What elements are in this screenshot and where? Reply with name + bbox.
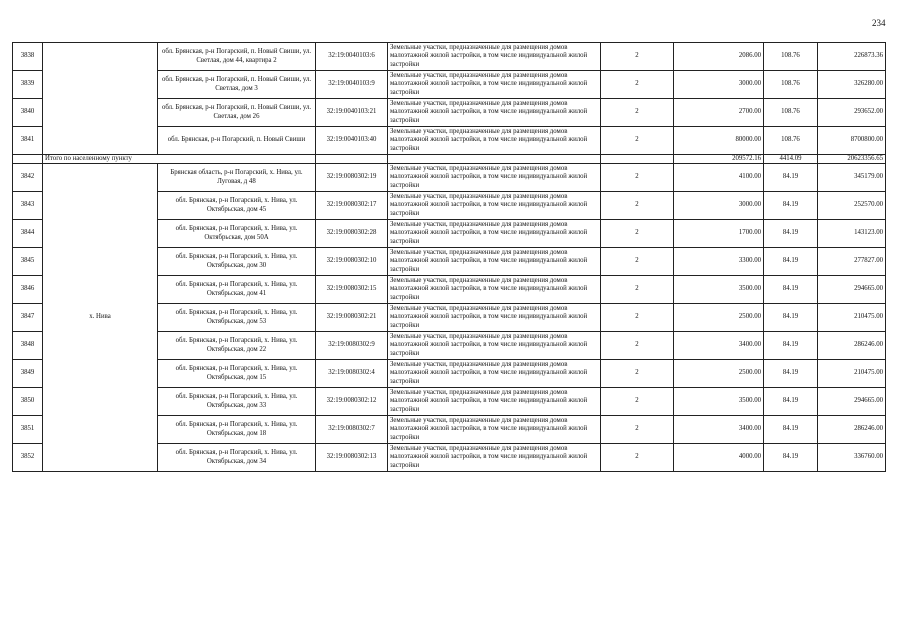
group-cell: 2 — [601, 43, 674, 71]
group-cell: 2 — [601, 388, 674, 416]
address-cell: обл. Брянская, р-н Погарский, п. Новый Свиши, ул. Светлая, дом 26 — [158, 99, 316, 127]
cadastral-number-cell: 32:19:0040103:40 — [316, 127, 388, 155]
group-cell: 2 — [601, 220, 674, 248]
cadastral-value-cell: 8700800.00 — [818, 127, 886, 155]
cadastral-number-cell: 32:19:0040103:21 — [316, 99, 388, 127]
total-rate: 4414.09 — [764, 155, 818, 164]
cadastral-value-cell: 293652.00 — [818, 99, 886, 127]
area-cell: 3000.00 — [674, 192, 764, 220]
land-use-cell: Земельные участки, предназначенные для размещения домов малоэтажной жилой застройки, в том числе индивидуальной жилой застройки — [388, 444, 601, 472]
settlement-label: х. Нива — [43, 164, 158, 472]
address-cell: обл. Брянская, р-н Погарский, п. Новый Свиши, ул. Светлая, дом 3 — [158, 71, 316, 99]
rate-cell: 84.19 — [764, 332, 818, 360]
area-cell: 3300.00 — [674, 248, 764, 276]
area-cell: 4100.00 — [674, 164, 764, 192]
row-number: 3843 — [13, 192, 43, 220]
land-use-cell: Земельные участки, предназначенные для размещения домов малоэтажной жилой застройки, в том числе индивидуальной жилой застройки — [388, 99, 601, 127]
rate-cell: 108.76 — [764, 127, 818, 155]
total-value: 20623356.65 — [818, 155, 886, 164]
total-row — [13, 155, 886, 164]
address-cell: обл. Брянская, р-н Погарский, х. Нива, ул. Октябрьская, дом 50А — [158, 220, 316, 248]
land-use-cell: Земельные участки, предназначенные для размещения домов малоэтажной жилой застройки, в том числе индивидуальной жилой застройки — [388, 388, 601, 416]
row-number: 3851 — [13, 416, 43, 444]
rate-cell: 84.19 — [764, 304, 818, 332]
land-use-cell: Земельные участки, предназначенные для размещения домов малоэтажной жилой застройки, в том числе индивидуальной жилой застройки — [388, 360, 601, 388]
address-cell: обл. Брянская, р-н Погарский, х. Нива, ул. Октябрьская, дом 34 — [158, 444, 316, 472]
address-cell: обл. Брянская, р-н Погарский, х. Нива, ул. Октябрьская, дом 18 — [158, 416, 316, 444]
group-cell: 2 — [601, 127, 674, 155]
cadastral-number-cell: 32:19:0080302:17 — [316, 192, 388, 220]
group-cell: 2 — [601, 276, 674, 304]
area-cell: 80000.00 — [674, 127, 764, 155]
area-cell: 1700.00 — [674, 220, 764, 248]
cadastral-value-cell: 226873.36 — [818, 43, 886, 71]
cadastral-number-cell: 32:19:0080302:7 — [316, 416, 388, 444]
rate-cell: 84.19 — [764, 416, 818, 444]
rate-cell: 84.19 — [764, 360, 818, 388]
cadastral-value-cell: 345179.00 — [818, 164, 886, 192]
row-number: 3845 — [13, 248, 43, 276]
area-cell: 3400.00 — [674, 332, 764, 360]
land-use-cell: Земельные участки, предназначенные для размещения домов малоэтажной жилой застройки, в том числе индивидуальной жилой застройки — [388, 416, 601, 444]
cadastral-number-cell: 32:19:0080302:15 — [316, 276, 388, 304]
land-use-cell: Земельные участки, предназначенные для размещения домов малоэтажной жилой застройки, в том числе индивидуальной жилой застройки — [388, 220, 601, 248]
group-cell: 2 — [601, 192, 674, 220]
row-number: 3844 — [13, 220, 43, 248]
area-cell: 2700.00 — [674, 99, 764, 127]
cadastral-value-cell: 294665.00 — [818, 276, 886, 304]
row-number: 3840 — [13, 99, 43, 127]
row-number: 3839 — [13, 71, 43, 99]
group-cell: 2 — [601, 71, 674, 99]
address-cell: обл. Брянская, р-н Погарский, х. Нива, ул. Октябрьская, дом 15 — [158, 360, 316, 388]
group-cell: 2 — [601, 304, 674, 332]
address-cell: обл. Брянская, р-н Погарский, х. Нива, ул. Октябрьская, дом 33 — [158, 388, 316, 416]
cadastral-value-cell: 294665.00 — [818, 388, 886, 416]
cadastral-value-cell: 286246.00 — [818, 332, 886, 360]
address-cell: обл. Брянская, р-н Погарский, х. Нива, ул. Октябрьская, дом 53 — [158, 304, 316, 332]
area-cell: 3400.00 — [674, 416, 764, 444]
address-cell: обл. Брянская, р-н Погарский, п. Новый Свиши — [158, 127, 316, 155]
row-number: 3847 — [13, 304, 43, 332]
total-empty-use — [388, 155, 601, 164]
cadastral-number-cell: 32:19:0080302:9 — [316, 332, 388, 360]
cadastral-number-cell: 32:19:0080302:10 — [316, 248, 388, 276]
address-cell: обл. Брянская, р-н Погарский, х. Нива, ул. Октябрьская, дом 41 — [158, 276, 316, 304]
total-empty-cadastral — [316, 155, 388, 164]
settlement-cell-empty — [43, 43, 158, 155]
rate-cell: 84.19 — [764, 444, 818, 472]
land-use-cell: Земельные участки, предназначенные для размещения домов малоэтажной жилой застройки, в том числе индивидуальной жилой застройки — [388, 192, 601, 220]
row-number: 3846 — [13, 276, 43, 304]
land-use-cell: Земельные участки, предназначенные для размещения домов малоэтажной жилой застройки, в том числе индивидуальной жилой застройки — [388, 276, 601, 304]
area-cell: 3500.00 — [674, 388, 764, 416]
cadastral-value-cell: 252570.00 — [818, 192, 886, 220]
rate-cell: 84.19 — [764, 388, 818, 416]
rate-cell: 108.76 — [764, 71, 818, 99]
address-cell: Брянская область, р-н Погарский, х. Нива, ул. Луговая, д 48 — [158, 164, 316, 192]
total-area: 209572.16 — [674, 155, 764, 164]
area-cell: 2086.00 — [674, 43, 764, 71]
group-cell: 2 — [601, 99, 674, 127]
group-cell: 2 — [601, 164, 674, 192]
area-cell: 2500.00 — [674, 304, 764, 332]
land-use-cell: Земельные участки, предназначенные для размещения домов малоэтажной жилой застройки, в том числе индивидуальной жилой застройки — [388, 43, 601, 71]
cadastral-value-cell: 336760.00 — [818, 444, 886, 472]
row-number: 3842 — [13, 164, 43, 192]
land-use-cell: Земельные участки, предназначенные для размещения домов малоэтажной жилой застройки, в том числе индивидуальной жилой застройки — [388, 164, 601, 192]
address-cell: обл. Брянская, р-н Погарский, п. Новый Свиши, ул. Светлая, дом 44, квартира 2 — [158, 43, 316, 71]
total-label: Итого по населенному пункту — [43, 155, 316, 164]
group-cell: 2 — [601, 360, 674, 388]
cadastral-value-cell: 277827.00 — [818, 248, 886, 276]
table-row — [13, 164, 886, 192]
cadastral-value-cell: 286246.00 — [818, 416, 886, 444]
rate-cell: 84.19 — [764, 220, 818, 248]
row-number: 3849 — [13, 360, 43, 388]
land-use-cell: Земельные участки, предназначенные для размещения домов малоэтажной жилой застройки, в том числе индивидуальной жилой застройки — [388, 304, 601, 332]
total-num-cell — [13, 155, 43, 164]
row-number: 3838 — [13, 43, 43, 71]
rate-cell: 108.76 — [764, 43, 818, 71]
cadastral-value-cell: 210475.00 — [818, 360, 886, 388]
cadastral-number-cell: 32:19:0040103:6 — [316, 43, 388, 71]
table-row — [13, 43, 886, 71]
row-number: 3841 — [13, 127, 43, 155]
rows-group-novy-svishi — [13, 43, 886, 155]
rate-cell: 84.19 — [764, 192, 818, 220]
area-cell: 3000.00 — [674, 71, 764, 99]
row-number: 3850 — [13, 388, 43, 416]
cadastral-number-cell: 32:19:0080302:13 — [316, 444, 388, 472]
group-cell: 2 — [601, 248, 674, 276]
cadastral-value-cell: 143123.00 — [818, 220, 886, 248]
address-cell: обл. Брянская, р-н Погарский, х. Нива, ул. Октябрьская, дом 45 — [158, 192, 316, 220]
cadastral-number-cell: 32:19:0040103:9 — [316, 71, 388, 99]
rate-cell: 108.76 — [764, 99, 818, 127]
area-cell: 3500.00 — [674, 276, 764, 304]
land-use-cell: Земельные участки, предназначенные для размещения домов малоэтажной жилой застройки, в том числе индивидуальной жилой застройки — [388, 127, 601, 155]
cadastral-number-cell: 32:19:0080302:12 — [316, 388, 388, 416]
page-number: 234 — [872, 18, 886, 28]
address-cell: обл. Брянская, р-н Погарский, х. Нива, ул. Октябрьская, дом 22 — [158, 332, 316, 360]
row-number: 3848 — [13, 332, 43, 360]
address-cell: обл. Брянская, р-н Погарский, х. Нива, ул. Октябрьская, дом 30 — [158, 248, 316, 276]
row-number: 3852 — [13, 444, 43, 472]
land-use-cell: Земельные участки, предназначенные для размещения домов малоэтажной жилой застройки, в том числе индивидуальной жилой застройки — [388, 71, 601, 99]
land-registry-table — [12, 42, 886, 472]
cadastral-number-cell: 32:19:0080302:21 — [316, 304, 388, 332]
group-cell: 2 — [601, 416, 674, 444]
land-use-cell: Земельные участки, предназначенные для размещения домов малоэтажной жилой застройки, в том числе индивидуальной жилой застройки — [388, 332, 601, 360]
rows-group-niva — [13, 164, 886, 472]
cadastral-number-cell: 32:19:0080302:28 — [316, 220, 388, 248]
total-empty-group — [601, 155, 674, 164]
area-cell: 4000.00 — [674, 444, 764, 472]
settlement-total — [13, 155, 886, 164]
cadastral-value-cell: 210475.00 — [818, 304, 886, 332]
area-cell: 2500.00 — [674, 360, 764, 388]
group-cell: 2 — [601, 332, 674, 360]
group-cell: 2 — [601, 444, 674, 472]
cadastral-number-cell: 32:19:0080302:19 — [316, 164, 388, 192]
land-use-cell: Земельные участки, предназначенные для размещения домов малоэтажной жилой застройки, в том числе индивидуальной жилой застройки — [388, 248, 601, 276]
rate-cell: 84.19 — [764, 164, 818, 192]
cadastral-number-cell: 32:19:0080302:4 — [316, 360, 388, 388]
rate-cell: 84.19 — [764, 276, 818, 304]
rate-cell: 84.19 — [764, 248, 818, 276]
cadastral-value-cell: 326280.00 — [818, 71, 886, 99]
